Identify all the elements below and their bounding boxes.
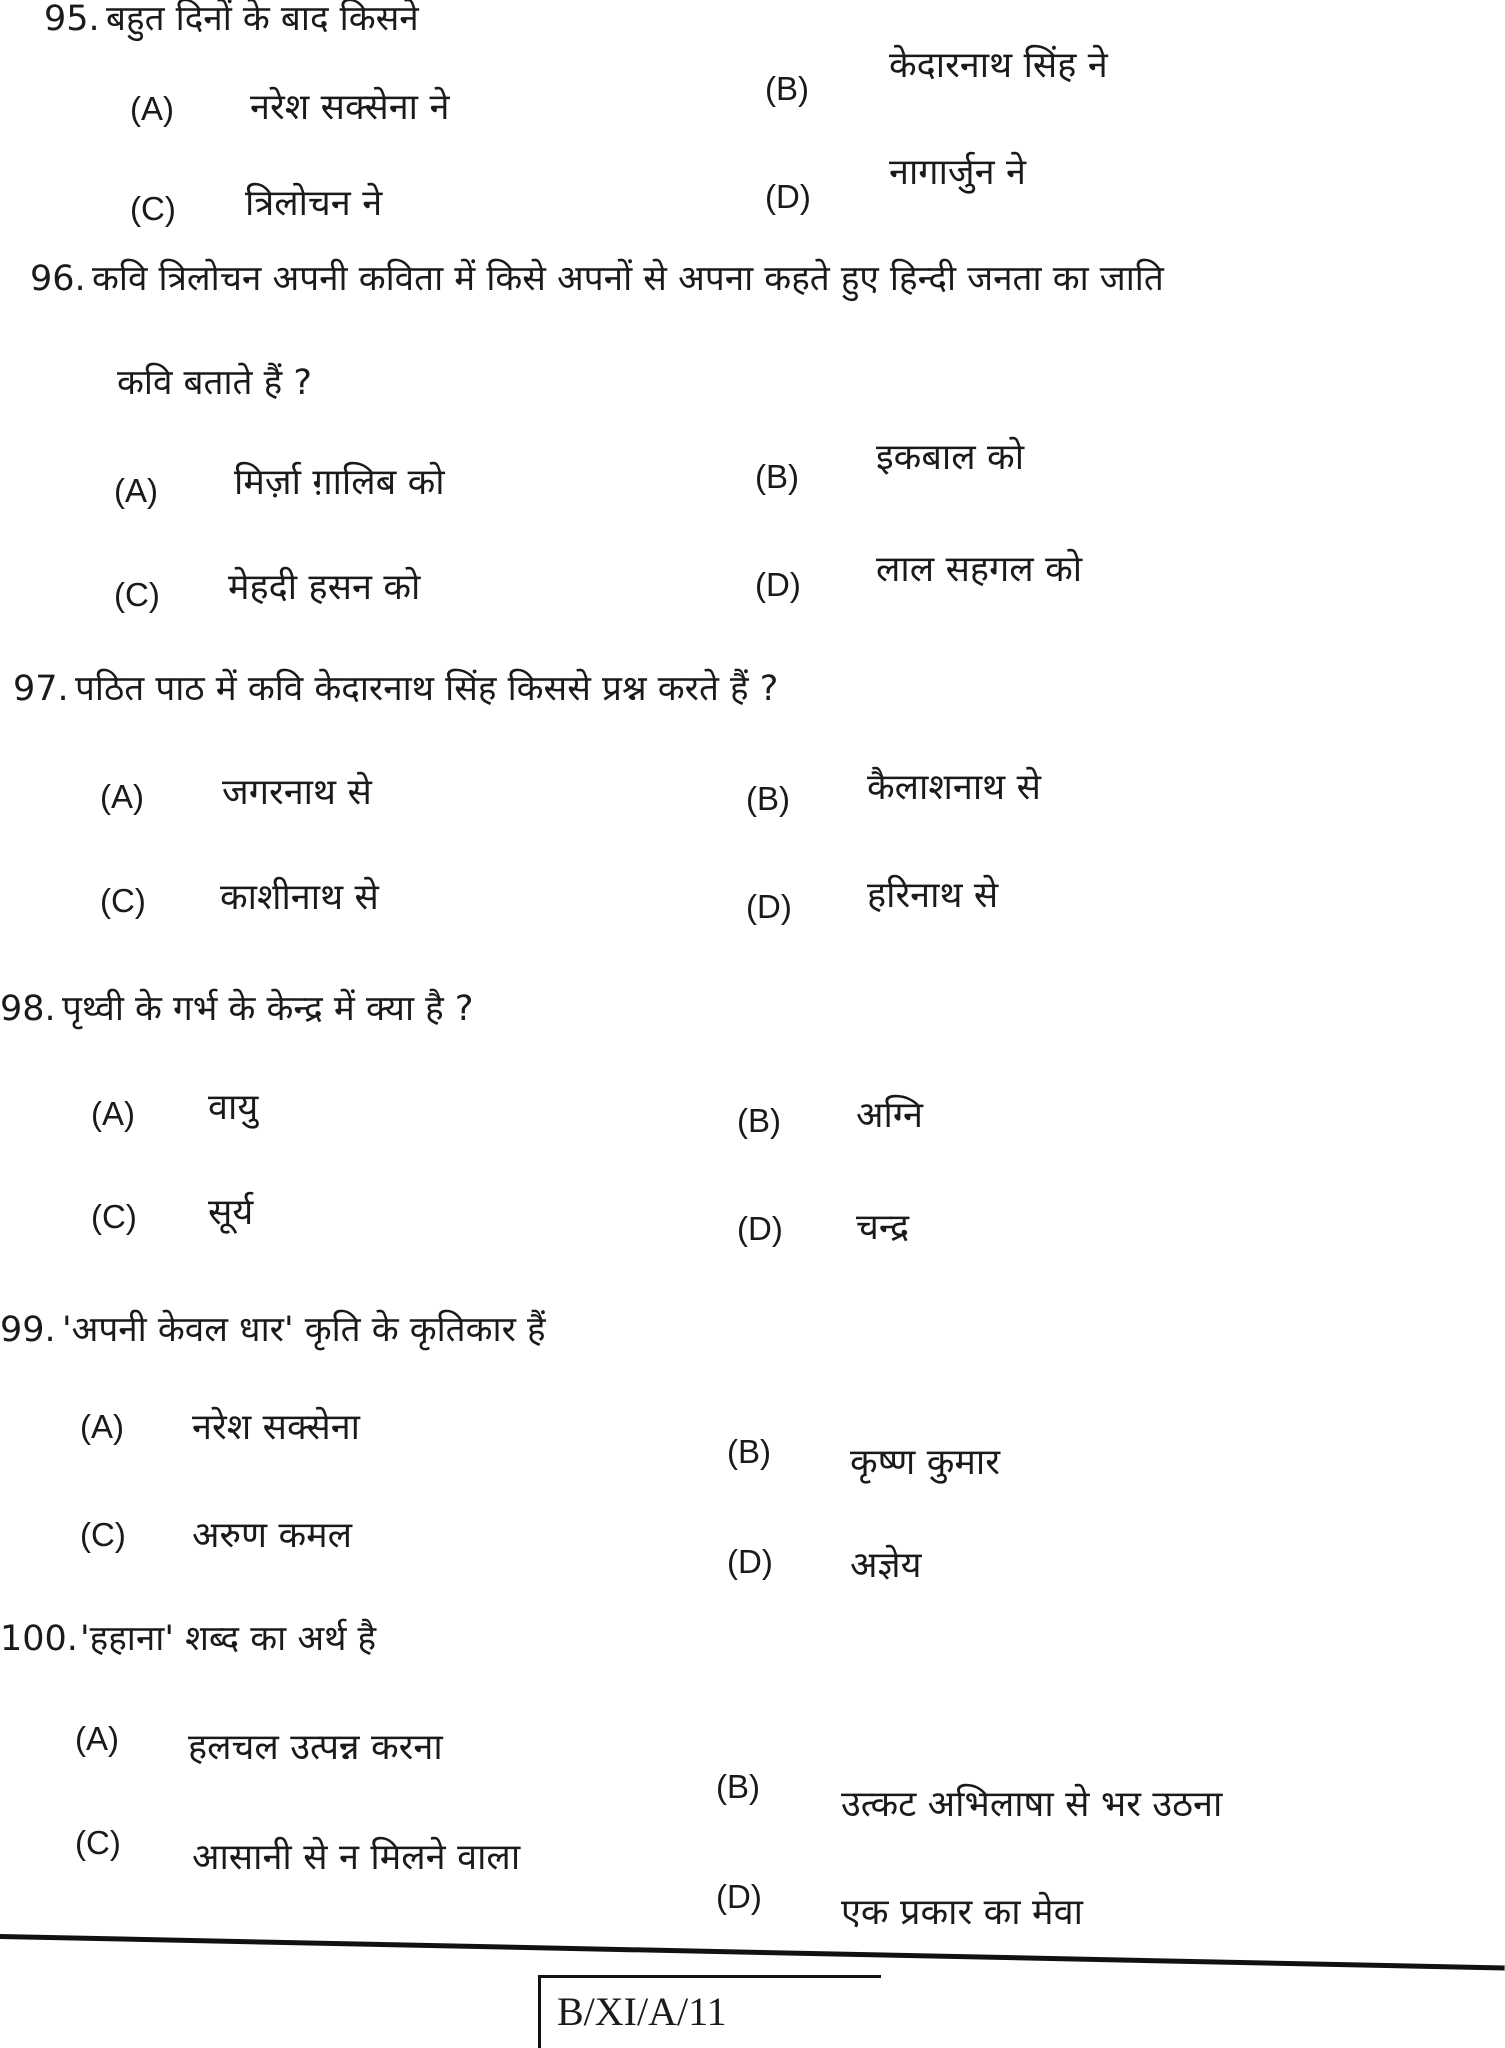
option-label-a: (A) bbox=[91, 1095, 135, 1132]
question-number: 95. bbox=[44, 0, 100, 39]
option-label-a: (A) bbox=[100, 778, 144, 815]
option-text-a: हलचल उत्पन्न करना bbox=[188, 1727, 443, 1768]
option-text-d: लाल सहगल को bbox=[876, 549, 1083, 590]
question-text: 'हहाना' शब्द का अर्थ है bbox=[80, 1619, 377, 1659]
option-label-a: (A) bbox=[130, 90, 174, 127]
option-text-a: नरेश सक्सेना ने bbox=[250, 87, 450, 128]
paper-code-box bbox=[538, 1975, 881, 2048]
option-text-d: हरिनाथ से bbox=[867, 875, 999, 916]
option-label-b: (B) bbox=[765, 70, 809, 107]
option-text-c: त्रिलोचन ने bbox=[245, 183, 383, 224]
question-text: 'अपनी केवल धार' कृति के कृतिकार हैं bbox=[62, 1310, 546, 1350]
option-label-b: (B) bbox=[716, 1768, 760, 1805]
option-text-c: सूर्य bbox=[208, 1192, 254, 1233]
question-number: 96. bbox=[30, 259, 86, 299]
option-text-c: काशीनाथ से bbox=[220, 877, 379, 918]
question-text: कवि त्रिलोचन अपनी कविता में किसे अपनों से अपना कहते हुए हिन्दी जनता का जाति bbox=[92, 259, 1164, 299]
option-label-d: (D) bbox=[746, 888, 792, 925]
option-label-c: (C) bbox=[80, 1516, 126, 1553]
question-number: 100. bbox=[0, 1619, 78, 1659]
option-text-c: अरुण कमल bbox=[192, 1515, 353, 1556]
option-text-c: मेहदी हसन को bbox=[228, 567, 421, 608]
option-label-a: (A) bbox=[80, 1408, 124, 1445]
question-text: बहुत दिनों के बाद किसने bbox=[106, 0, 419, 39]
option-label-d: (D) bbox=[737, 1210, 783, 1247]
option-label-c: (C) bbox=[130, 190, 176, 227]
option-label-b: (B) bbox=[727, 1433, 771, 1470]
option-label-d: (D) bbox=[716, 1878, 762, 1915]
option-label-a: (A) bbox=[114, 472, 158, 509]
option-label-b: (B) bbox=[746, 780, 790, 817]
question-text: पठित पाठ में कवि केदारनाथ सिंह किससे प्रश्न करते हैं ? bbox=[75, 669, 779, 709]
option-text-b: अग्नि bbox=[856, 1095, 923, 1136]
option-label-c: (C) bbox=[91, 1198, 137, 1235]
question-number: 98. bbox=[0, 989, 56, 1029]
option-text-d: अज्ञेय bbox=[850, 1545, 922, 1586]
option-label-d: (D) bbox=[765, 178, 811, 215]
option-text-d: एक प्रकार का मेवा bbox=[841, 1892, 1083, 1933]
question-text-continued: कवि बताते हैं ? bbox=[117, 363, 312, 403]
option-text-b: कृष्ण कुमार bbox=[850, 1442, 1000, 1483]
option-label-b: (B) bbox=[755, 458, 799, 495]
option-label-c: (C) bbox=[100, 882, 146, 919]
option-text-a: वायु bbox=[208, 1087, 259, 1128]
question-text: पृथ्वी के गर्भ के केन्द्र में क्या है ? bbox=[62, 989, 474, 1029]
option-text-d: नागार्जुन ने bbox=[889, 152, 1027, 193]
option-text-a: जगरनाथ से bbox=[222, 772, 372, 813]
option-label-c: (C) bbox=[75, 1824, 121, 1861]
option-text-d: चन्द्र bbox=[856, 1207, 910, 1248]
option-label-b: (B) bbox=[737, 1102, 781, 1139]
paper-code: B/XI/A/11 bbox=[557, 1989, 727, 2034]
footer-rule bbox=[0, 1934, 1505, 1971]
option-text-a: नरेश सक्सेना bbox=[192, 1407, 361, 1448]
option-label-d: (D) bbox=[727, 1543, 773, 1580]
option-label-d: (D) bbox=[755, 566, 801, 603]
option-text-b: कैलाशनाथ से bbox=[867, 767, 1041, 808]
question-number: 97. bbox=[13, 669, 69, 709]
option-text-b: उत्कट अभिलाषा से भर उठना bbox=[841, 1784, 1223, 1825]
option-text-c: आसानी से न मिलने वाला bbox=[192, 1837, 521, 1878]
option-label-a: (A) bbox=[75, 1720, 119, 1757]
option-text-b: इकबाल को bbox=[876, 437, 1025, 478]
option-label-c: (C) bbox=[114, 576, 160, 613]
option-text-b: केदारनाथ सिंह ने bbox=[889, 45, 1108, 86]
option-text-a: मिर्ज़ा ग़ालिब को bbox=[234, 462, 445, 503]
question-number: 99. bbox=[0, 1310, 56, 1350]
